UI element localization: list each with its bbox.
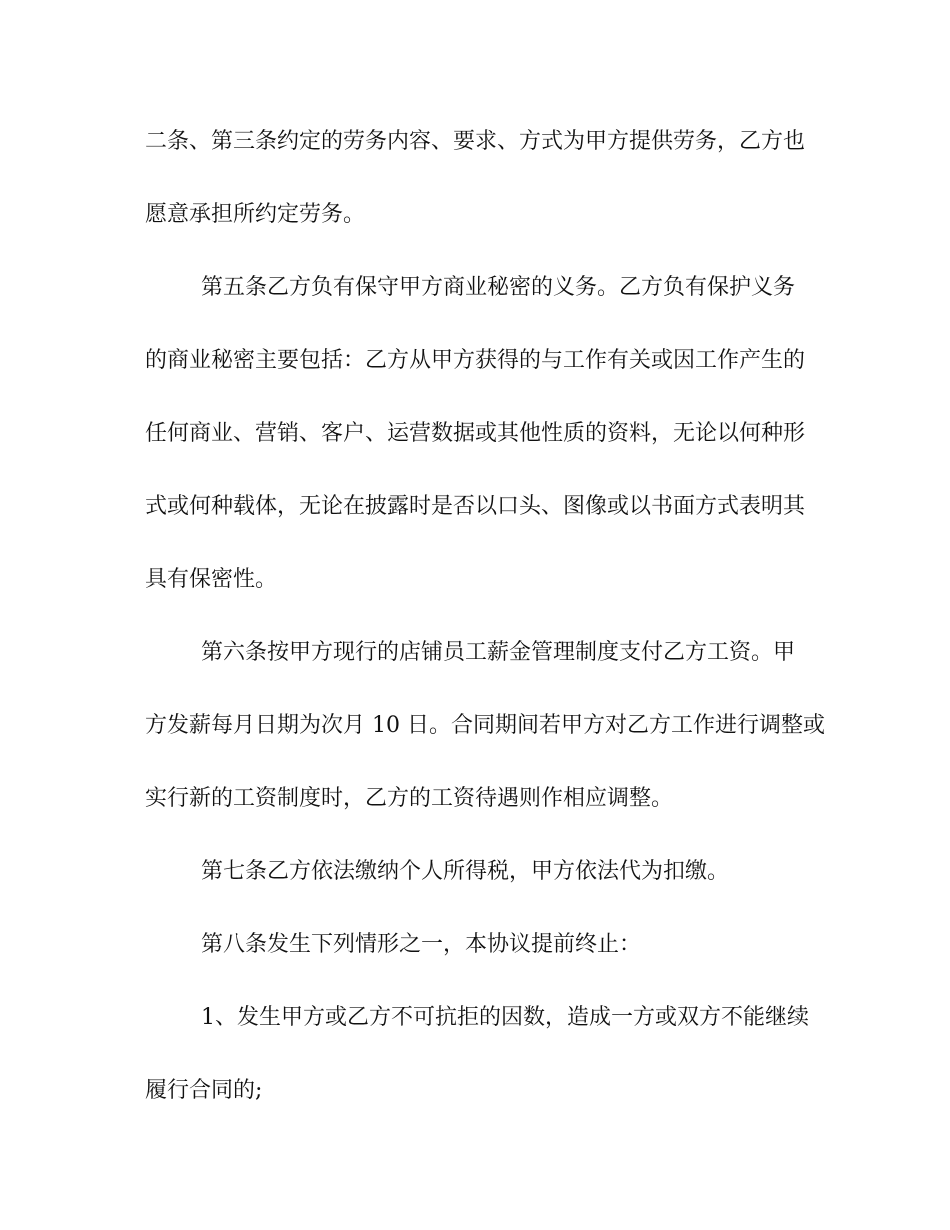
text-line: 的商业秘密主要包括：乙方从甲方获得的与工作有关或因工作产生的 [145, 348, 806, 373]
text-line: 实行新的工资制度时，乙方的工资待遇则作相应调整。 [145, 786, 674, 811]
paragraph-first-line: 第五条乙方负有保守甲方商业秘密的义务。乙方负有保护义务 [201, 275, 796, 300]
paragraph-first-line: 1、发生甲方或乙方不可抗拒的因数，造成一方或双方不能继续 [201, 1005, 809, 1030]
paragraph-first-line: 第六条按甲方现行的店铺员工薪金管理制度支付乙方工资。甲 [201, 640, 796, 665]
text-line: 履行合同的; [145, 1078, 263, 1103]
text-line: 任何商业、营销、客户、运营数据或其他性质的资料，无论以何种形 [145, 421, 806, 446]
text-line: 方发薪每月日期为次月 10 日。合同期间若甲方对乙方工作进行调整或 [145, 713, 825, 738]
text-line: 愿意承担所约定劳务。 [145, 202, 366, 227]
text-line: 式或何种载体，无论在披露时是否以口头、图像或以书面方式表明其 [145, 494, 806, 519]
paragraph-first-line: 第七条乙方依法缴纳个人所得税，甲方依法代为扣缴。 [201, 859, 730, 884]
text-line: 具有保密性。 [145, 567, 278, 592]
paragraph-first-line: 第八条发生下列情形之一，本协议提前终止： [201, 932, 642, 957]
text-line: 二条、第三条约定的劳务内容、要求、方式为甲方提供劳务，乙方也 [145, 129, 806, 154]
